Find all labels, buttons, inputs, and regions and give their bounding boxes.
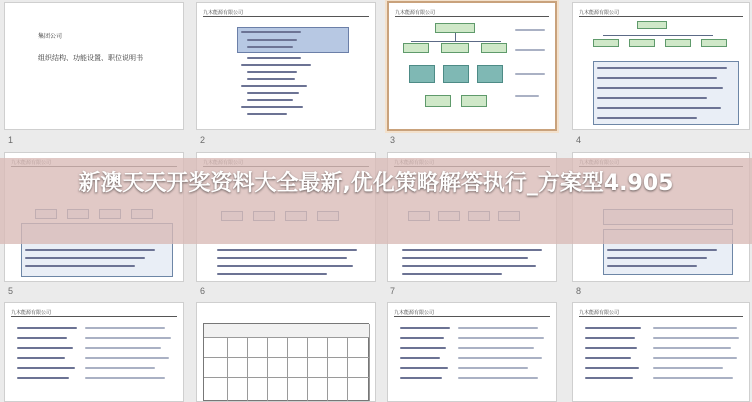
table-cell: [204, 324, 370, 338]
text-line: [597, 117, 697, 119]
overlay-title: 新澳天天开奖资料大全最新,优化策略解答执行_方案型4.905: [78, 171, 674, 196]
slide-number-1: 1: [8, 135, 14, 145]
header-divider: [394, 316, 550, 317]
org-box: [701, 39, 727, 47]
header-divider: [395, 16, 549, 17]
slide-number-4: 4: [576, 135, 582, 145]
text-line: [241, 85, 307, 87]
text-line: [653, 367, 723, 369]
text-line: [85, 367, 155, 369]
text-line: [247, 92, 299, 94]
header-divider: [203, 16, 369, 17]
text-line: [597, 107, 721, 109]
slide-header-text: 九木能源有限公司: [395, 10, 436, 16]
org-box: [665, 39, 691, 47]
text-line: [17, 357, 65, 359]
text-line: [458, 377, 538, 379]
org-box: [443, 65, 469, 83]
slide-thumbnail-10[interactable]: [196, 302, 376, 402]
org-connector: [411, 41, 501, 42]
slide-header-text: 九木能源有限公司: [579, 10, 620, 16]
org-box: [461, 95, 487, 107]
text-line: [597, 87, 723, 89]
text-line: [85, 357, 169, 359]
text-line: [247, 46, 293, 48]
legend-line: [515, 73, 545, 75]
text-line: [217, 249, 357, 251]
org-box: [629, 39, 655, 47]
text-line: [17, 347, 73, 349]
header-divider: [579, 316, 743, 317]
org-box: [637, 21, 667, 29]
org-box: [403, 43, 429, 53]
text-line: [585, 377, 633, 379]
org-box: [409, 65, 435, 83]
text-line: [241, 64, 311, 66]
text-line: [241, 106, 303, 108]
text-line: [17, 367, 75, 369]
slide-thumbnail-4[interactable]: [572, 2, 750, 130]
slide-number-6: 6: [200, 286, 206, 296]
text-line: [597, 67, 727, 69]
text-line: [653, 327, 737, 329]
slide-number-7: 7: [390, 286, 396, 296]
text-line: [402, 265, 536, 267]
text-line: [247, 99, 293, 101]
text-line: [653, 337, 739, 339]
org-connector: [455, 33, 456, 41]
text-line: [607, 257, 707, 259]
legend-line: [515, 29, 545, 31]
text-line: [653, 357, 737, 359]
table-row-divider: [204, 338, 370, 358]
slide-number-8: 8: [576, 286, 582, 296]
table-row-divider: [204, 358, 370, 378]
text-line: [17, 327, 77, 329]
text-line: [400, 337, 444, 339]
text-line: [653, 347, 731, 349]
org-box: [477, 65, 503, 83]
slide-thumbnail-2[interactable]: [196, 2, 376, 130]
text-line: [25, 257, 145, 259]
org-box: [435, 23, 475, 33]
text-line: [400, 357, 440, 359]
org-box: [593, 39, 619, 47]
text-line: [458, 357, 542, 359]
text-line: [217, 273, 327, 275]
text-line: [247, 71, 297, 73]
text-line: [402, 257, 528, 259]
text-line: [585, 327, 641, 329]
text-line: [400, 347, 446, 349]
header-divider: [11, 316, 177, 317]
text-line: [217, 257, 347, 259]
slide-thumbnail-12[interactable]: [572, 302, 750, 402]
header-divider: [579, 16, 743, 17]
text-line: [400, 377, 442, 379]
text-line: [597, 77, 717, 79]
text-line: [607, 265, 697, 267]
text-line: [85, 377, 165, 379]
text-line: [247, 39, 297, 41]
text-line: [585, 367, 639, 369]
slide-header-text: 九木能源有限公司: [394, 310, 435, 316]
legend-line: [515, 49, 545, 51]
slide-number-2: 2: [200, 135, 206, 145]
text-line: [597, 97, 707, 99]
text-line: [247, 113, 287, 115]
text-line: [607, 249, 717, 251]
text-line: [247, 57, 301, 59]
text-line: [400, 327, 450, 329]
text-line: [585, 337, 635, 339]
text-line: [17, 377, 69, 379]
text-line: [585, 357, 631, 359]
text-line: [25, 249, 155, 251]
table-box: [593, 61, 739, 125]
slide-title-text: 集团公司: [38, 33, 63, 40]
text-line: [247, 78, 295, 80]
text-line: [25, 265, 135, 267]
text-line: [458, 367, 528, 369]
text-line: [402, 273, 502, 275]
text-line: [17, 337, 67, 339]
text-line: [85, 347, 161, 349]
slide-subtitle-text: 组织结构、功能设置、职位说明书: [38, 54, 143, 62]
text-line: [458, 327, 538, 329]
slide-header-text: 九木能源有限公司: [203, 10, 244, 16]
text-line: [458, 337, 544, 339]
legend-line: [515, 95, 539, 97]
text-line: [85, 327, 165, 329]
org-box: [441, 43, 469, 53]
slide-thumbnail-11[interactable]: [387, 302, 557, 402]
org-connector: [603, 35, 713, 36]
text-line: [400, 367, 448, 369]
slide-thumbnail-1[interactable]: [4, 2, 184, 130]
slide-number-5: 5: [8, 286, 14, 296]
text-line: [241, 31, 301, 33]
slide-header-text: 九木能源有限公司: [11, 310, 52, 316]
text-line: [217, 265, 353, 267]
slide-header-text: 九木能源有限公司: [579, 310, 620, 316]
slide-thumbnail-9[interactable]: [4, 302, 184, 402]
org-box: [425, 95, 451, 107]
slide-thumbnail-3[interactable]: [387, 1, 557, 131]
slide-number-3: 3: [390, 135, 396, 145]
text-line: [402, 249, 542, 251]
text-line: [458, 347, 534, 349]
data-table: [203, 323, 369, 401]
text-line: [85, 337, 171, 339]
text-line: [653, 377, 733, 379]
text-line: [585, 347, 637, 349]
org-box: [481, 43, 507, 53]
